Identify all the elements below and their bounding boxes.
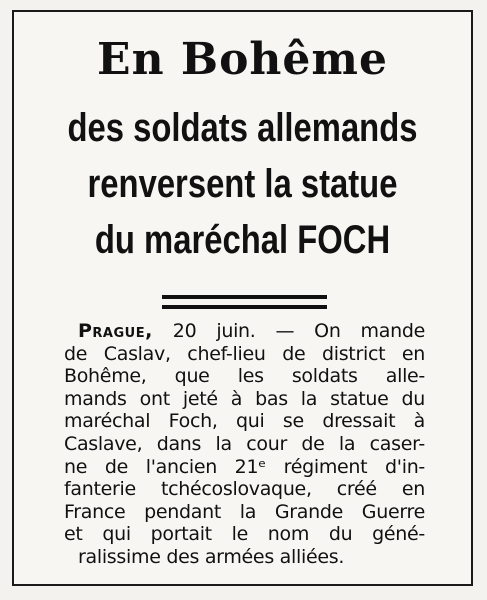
article-line-5: maréchal Foch, qui se dressait à xyxy=(64,410,425,433)
article-line-8: fanterie tchécoslovaque, créé en xyxy=(64,478,425,501)
article-line-6: Caslave, dans la cour de la caser- xyxy=(64,432,425,455)
article-line-7: ne de l'ancien 21ᵉ régiment d'in- xyxy=(64,455,425,478)
headline-line-4: du maréchal FOCH xyxy=(94,218,391,262)
article-line-10: et qui portait le nom du géné- xyxy=(64,523,425,546)
dateline: Prague, xyxy=(78,320,153,342)
article-line-1-text: 20 juin. — On mande xyxy=(152,320,425,342)
article-line-11: ralissime des armées alliées. xyxy=(78,545,345,568)
headline-line-3: renversent la statue xyxy=(87,162,398,206)
article-line-1 xyxy=(64,320,425,343)
divider-rule-bottom xyxy=(162,305,327,309)
headline-line-1: En Bohême xyxy=(97,34,388,85)
article-line-2: de Caslav, chef-lieu de district en xyxy=(64,342,425,365)
article-line-9: France pendant la Grande Guerre xyxy=(64,500,425,523)
article-line-3: Bohême, que les soldats alle- xyxy=(64,365,425,388)
article-body xyxy=(64,320,425,569)
newspaper-clipping xyxy=(12,10,473,586)
headline-line-2: des soldats allemands xyxy=(67,106,418,150)
divider-rule-top xyxy=(162,295,327,299)
article-line-4: mands ont jeté à bas la statue du xyxy=(64,387,425,410)
